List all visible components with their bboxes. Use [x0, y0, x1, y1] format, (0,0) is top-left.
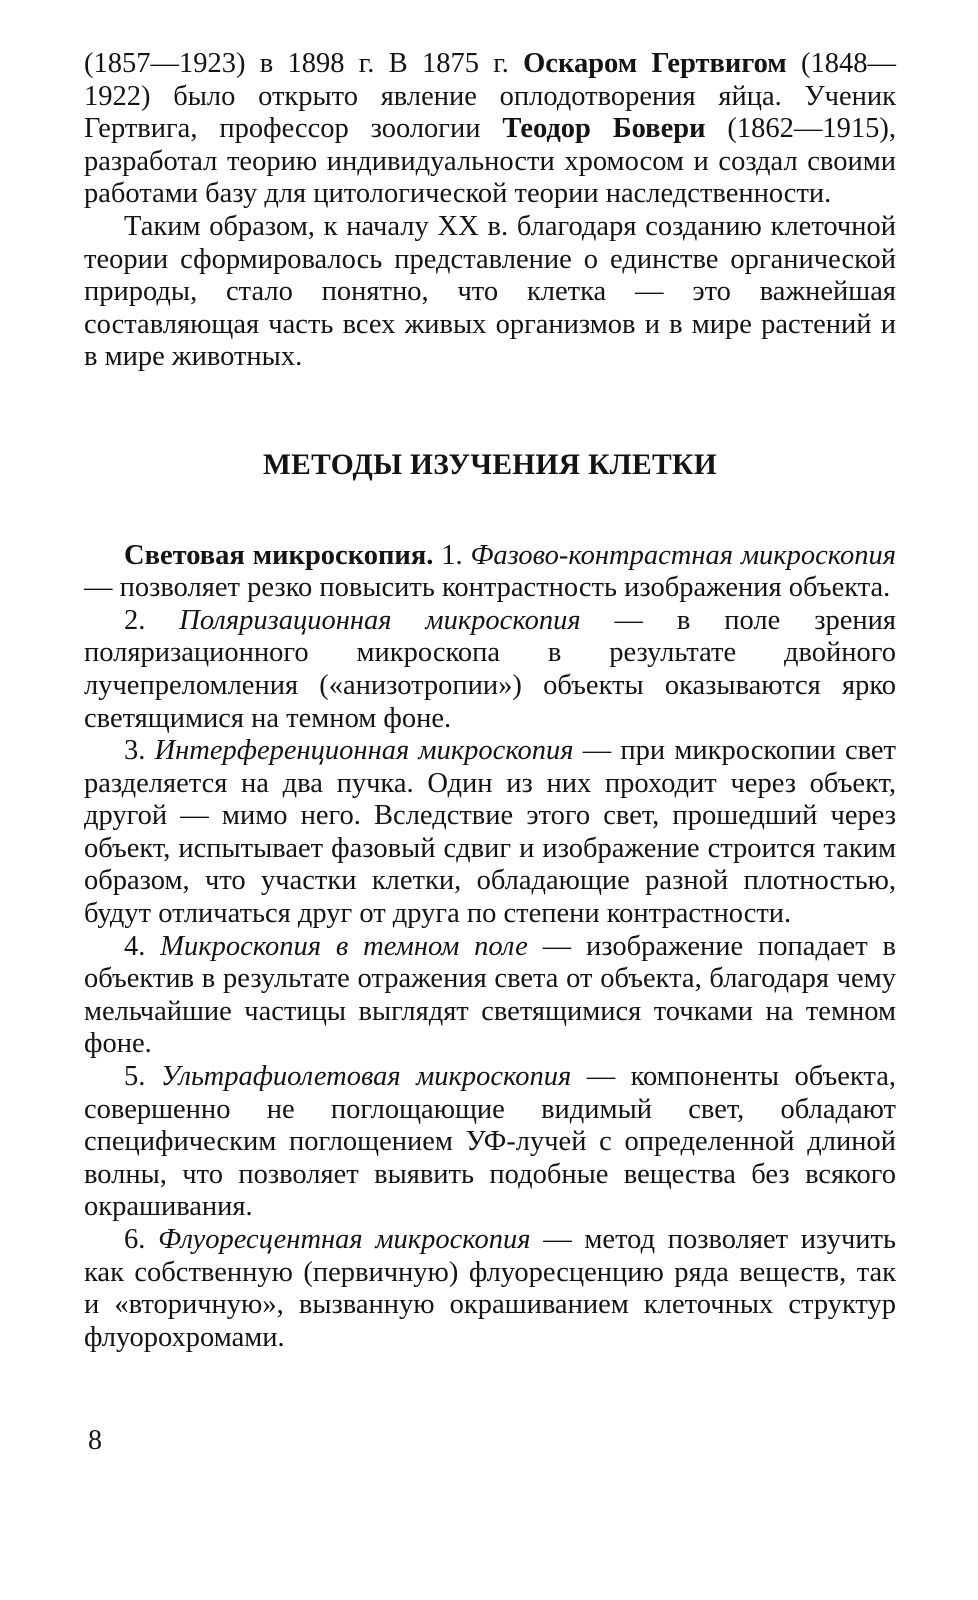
name-boveri: Теодор Бовери — [502, 113, 706, 145]
item-term: Микроскопия в темном поле — [160, 930, 528, 962]
method-item-2 — [84, 605, 896, 735]
intro-paragraph-1 — [84, 48, 896, 211]
name-hertwig: Оскаром Гертвигом — [523, 48, 787, 79]
page-body — [84, 48, 896, 1354]
item-text: — компоненты объекта, совершенно не поглощающие видимый свет, обладают специфическим поглощением УФ-лучей с определенной длиной волны, что позволяет выявить подобные вещества без всякого окрашивания. — [84, 1061, 896, 1223]
item-text: — метод позволяет изучить как собственную (первичную) флуоресценцию ряда веществ, так и «вторичную», вызванную окрашиванием клеточных структур флуорохромами. — [84, 1224, 897, 1353]
item-number: 3. — [124, 735, 155, 767]
method-item-6 — [84, 1224, 896, 1354]
item-text: — позволяет резко повысить контрастность изображения объекта. — [84, 572, 891, 604]
item-term: Ультрафиолетовая микроскопия — [160, 1061, 572, 1093]
method-item-4 — [84, 931, 896, 1061]
item-term: Фазово-контрастная микроскопия — [470, 539, 896, 571]
item-term: Интерференционная микроскопия — [154, 735, 574, 767]
item-text: — в поле зрения поляризационного микроскопа в результате двойного лучепреломления («анизотропии») объекты оказываются ярко светящимися на темном фоне. — [84, 604, 896, 734]
item-term: Флуоресцентная микроскопия — [158, 1224, 531, 1255]
intro-text-3: (1862—1915), разработал теорию индивидуальности хромосом и создал своими работами базу для цитологической теории наследственности. — [84, 113, 896, 210]
intro-text-2: (1848—1922) было открыто явление оплодотворения яйца. Ученик Гертвига, профессор зоологии — [84, 48, 896, 145]
page-number: 8 — [88, 1425, 102, 1456]
intro-paragraph-2: Таким образом, к началу XX в. благодаря созданию клеточной теории сформировалось представление о единстве органической природы, стало понятно, что клетка — это важнейшая составляющая часть всех живых организмов и в мире растений и в мире животных. — [84, 210, 896, 373]
method-item-5 — [84, 1061, 896, 1224]
item-number: 5. — [124, 1061, 161, 1093]
item-number: 1. — [433, 539, 471, 571]
section-heading: МЕТОДЫ ИЗУЧЕНИЯ КЛЕТКИ — [263, 448, 717, 481]
item-number: 4. — [124, 930, 161, 962]
method-item-1 — [84, 540, 896, 605]
lead-bold: Световая микроскопия. — [124, 539, 434, 571]
item-text: — при микроскопии свет разделяется на два пучка. Один из них проходит через объект, другой — мимо него. Вследствие этого свет, прошедший через объект, испытывает фазовый сдвиг и изображение строится таким образом, что участки клетки, обладающие разной плотностью, будут отличаться друг от друга по степени контрастности. — [84, 735, 896, 930]
item-term: Поляризационная микроскопия — [179, 604, 581, 636]
method-item-3 — [84, 735, 896, 931]
item-number: 2. — [124, 604, 180, 636]
intro-text-1: (1857—1923) в 1898 г. В 1875 г. — [84, 48, 524, 79]
item-text: — изображение попадает в объектив в результате отражения света от объекта, благодаря чему мельчайшие частицы выглядят светящимися точками на темном фоне. — [84, 930, 897, 1060]
item-number: 6. — [124, 1224, 159, 1255]
